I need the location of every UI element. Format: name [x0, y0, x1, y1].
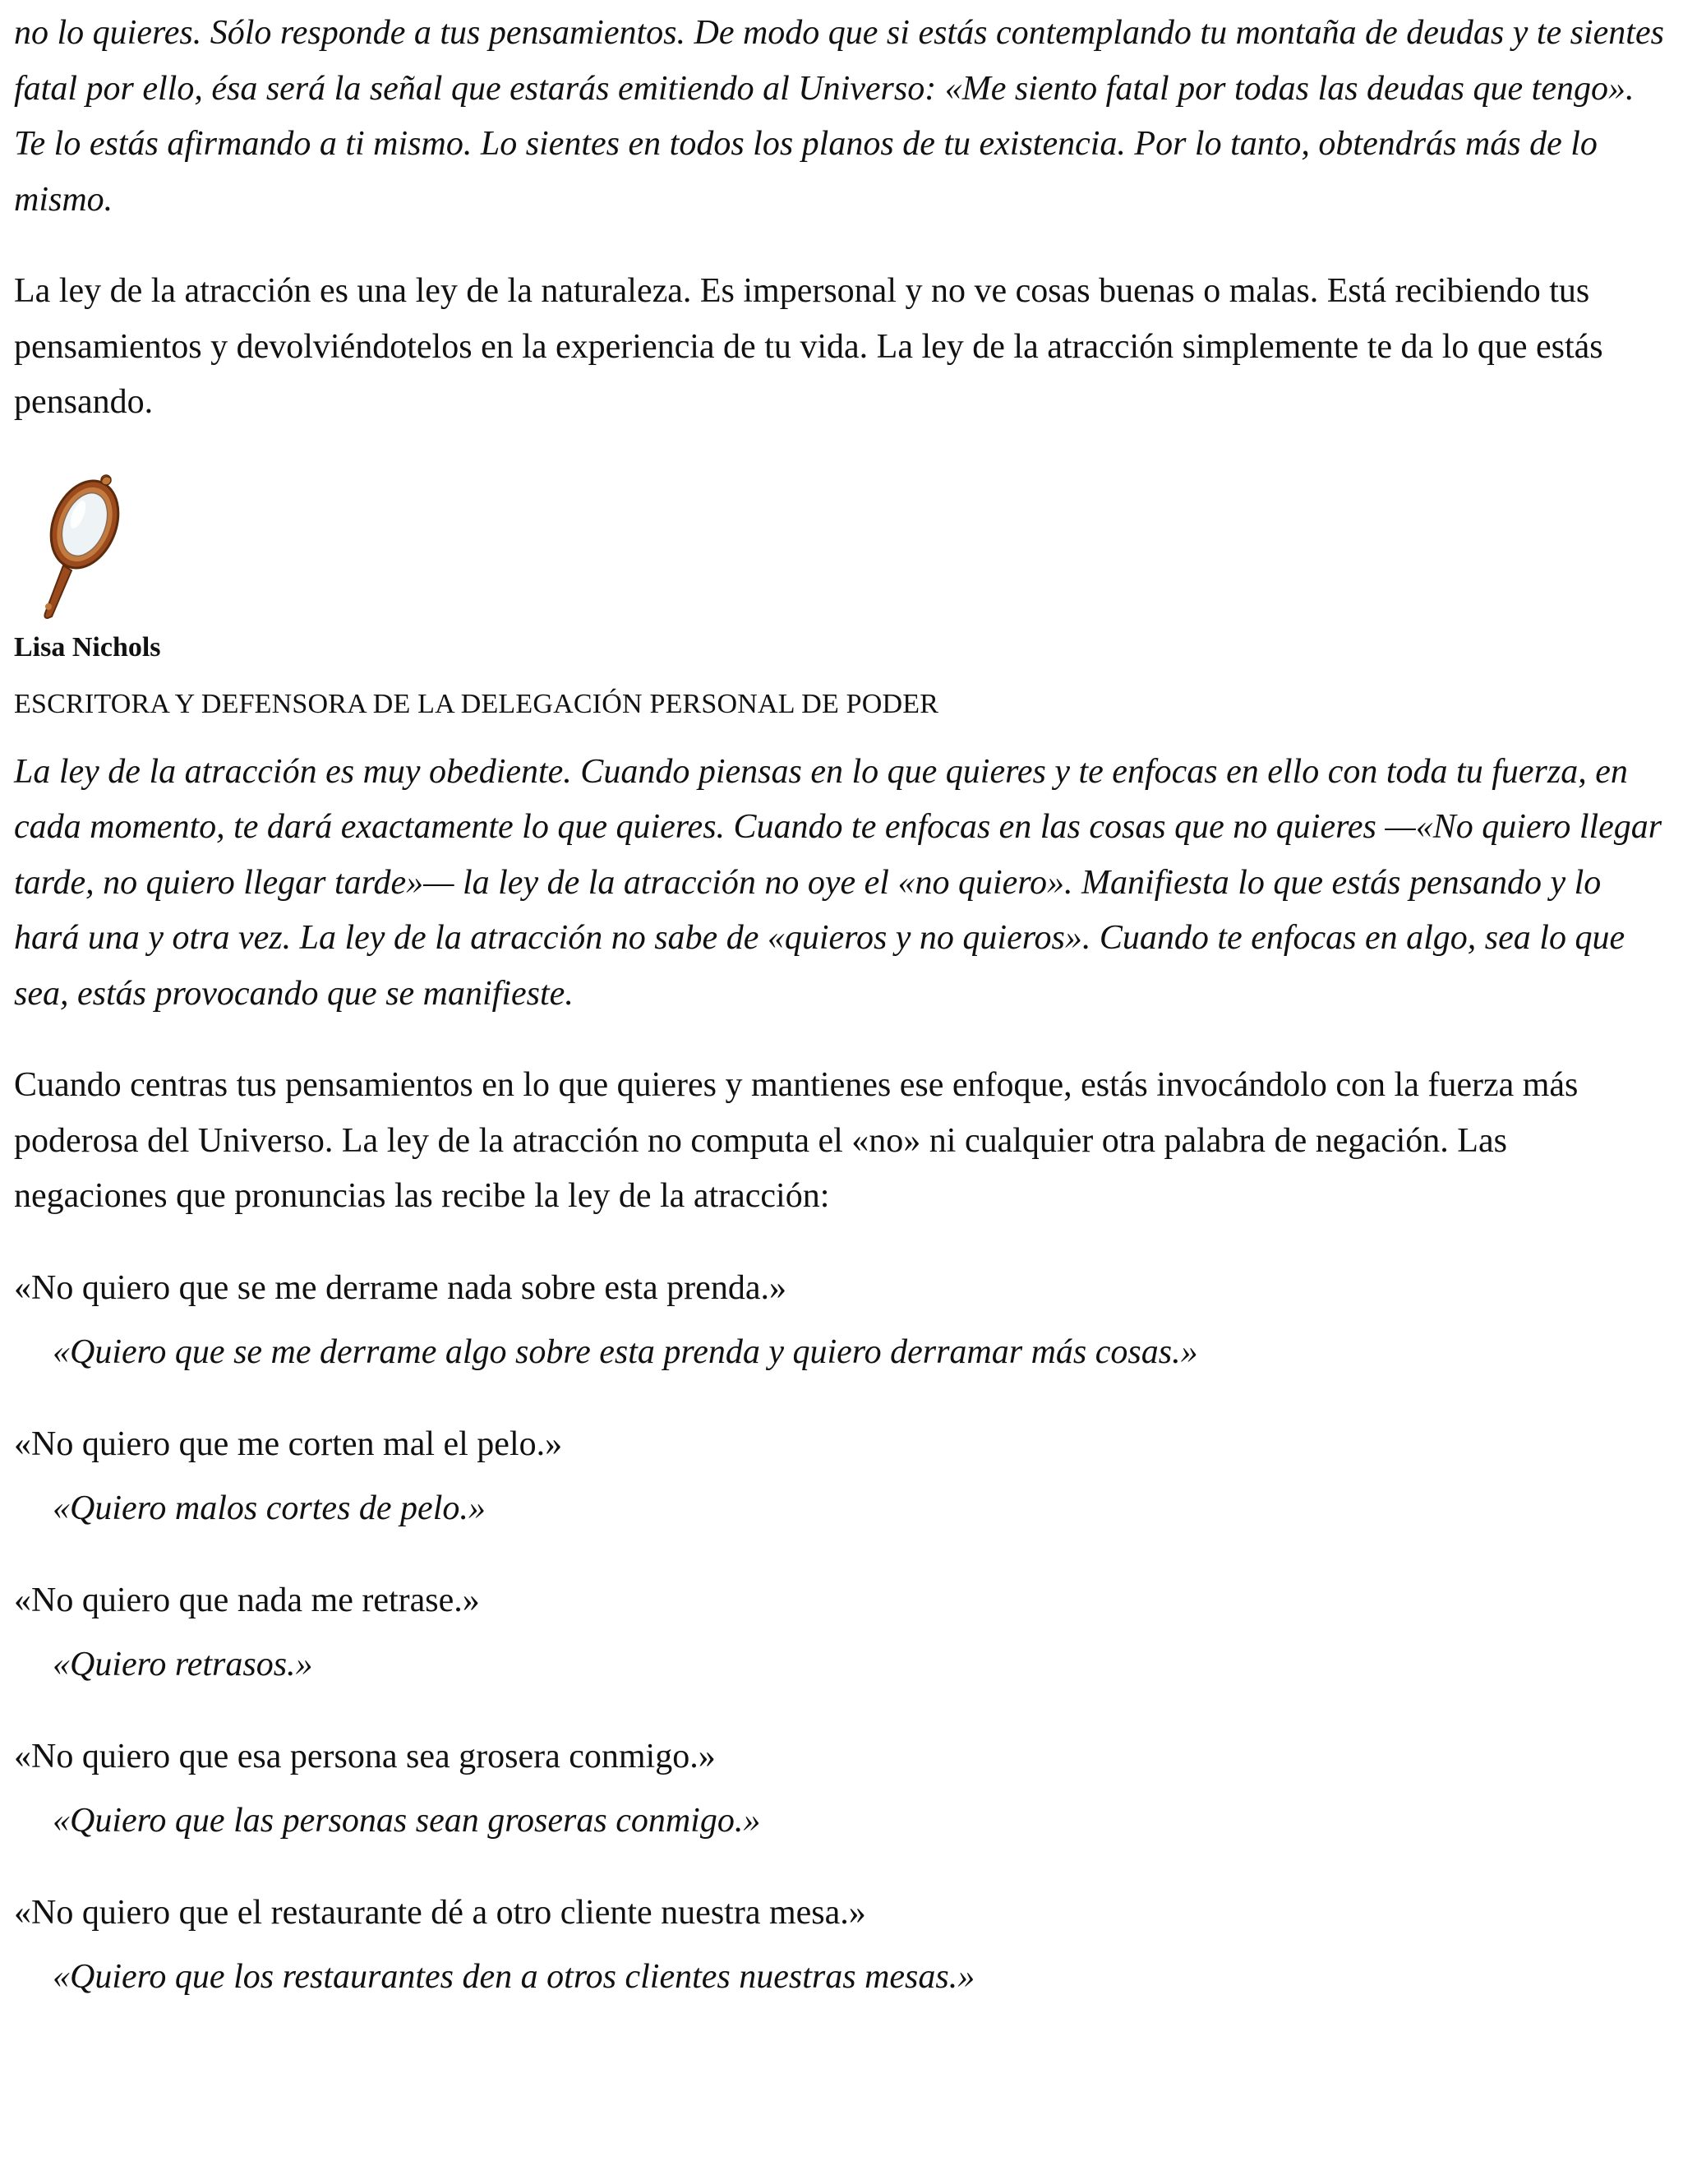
negative-statement: «No quiero que me corten mal el pelo.»: [14, 1424, 563, 1463]
speaker-name: Lisa Nichols: [14, 631, 161, 663]
received-statement: «Quiero que los restaurantes den a otros clientes nuestras mesas.»: [53, 1958, 975, 1996]
received-statement: «Quiero retrasos.»: [53, 1646, 313, 1683]
negative-statement: «No quiero que se me derrame nada sobre esta prenda.»: [14, 1268, 786, 1307]
list-item: [14, 1573, 1669, 1693]
negative-statement: «No quiero que esa persona sea grosera conmigo.»: [14, 1737, 716, 1775]
nichols-quote-paragraph: La ley de la atracción es muy obediente. Cuando piensas en lo que quieres y te enfocas en ello con toda tu fuerza, en cada momento, te dará exactamente lo que quieres. Cuando te enfocas en las cosas que no quieres —«No quiero llegar tarde, no quiero llegar tarde»— la ley de la atracción no oye el «no quiero». Manifiesta lo que estás pensando y lo hará una y otra vez. La ley de la atracción no sabe de «quieros y no quieros». Cuando te enfocas en algo, sea lo que sea, estás provocando que se manifieste.: [14, 752, 1662, 1013]
list-item: [14, 1417, 1669, 1537]
negation-examples-list: [14, 1261, 1669, 2006]
received-statement: «Quiero malos cortes de pelo.»: [53, 1489, 486, 1527]
negative-statement: «No quiero que nada me retrase.»: [14, 1581, 480, 1619]
list-item: [14, 1729, 1669, 1849]
hand-mirror-icon: [14, 469, 129, 622]
received-statement: «Quiero que las personas sean groseras conmigo.»: [53, 1802, 761, 1840]
speaker-title: ESCRITORA Y DEFENSORA DE LA DELEGACIÓN PERSONAL DE PODER: [14, 688, 939, 719]
book-page: [0, 6, 1683, 2184]
law-of-nature-paragraph: La ley de la atracción es una ley de la naturaleza. Es impersonal y no ve cosas buenas o malas. Está recibiendo tus pensamientos y devolviéndotelos en la experiencia de tu vida. La ley de la atracción simplemente te da lo que estás pensando.: [14, 272, 1603, 421]
focus-paragraph: Cuando centras tus pensamientos en lo que quieres y mantienes ese enfoque, estás invocándolo con la fuerza más poderosa del Universo. La ley de la atracción no computa el «no» ni cualquier otra palabra de negación. Las negaciones que pronuncias las recibe la ley de la atracción:: [14, 1066, 1579, 1215]
list-item: [14, 1261, 1669, 1381]
list-item: [14, 1886, 1669, 2006]
negative-statement: «No quiero que el restaurante dé a otro cliente nuestra mesa.»: [14, 1893, 866, 1932]
received-statement: «Quiero que se me derrame algo sobre esta prenda y quiero derramar más cosas.»: [53, 1333, 1198, 1371]
intro-quote-paragraph: no lo quieres. Sólo responde a tus pensamientos. De modo que si estás contemplando tu montaña de deudas y te sientes fatal por ello, ésa será la señal que estarás emitiendo al Universo: «Me siento fatal por todas las deudas que tengo». Te lo estás afirmando a ti mismo. Lo sientes en todos los planos de tu existencia. Por lo tanto, obtendrás más de lo mismo.: [14, 14, 1664, 219]
